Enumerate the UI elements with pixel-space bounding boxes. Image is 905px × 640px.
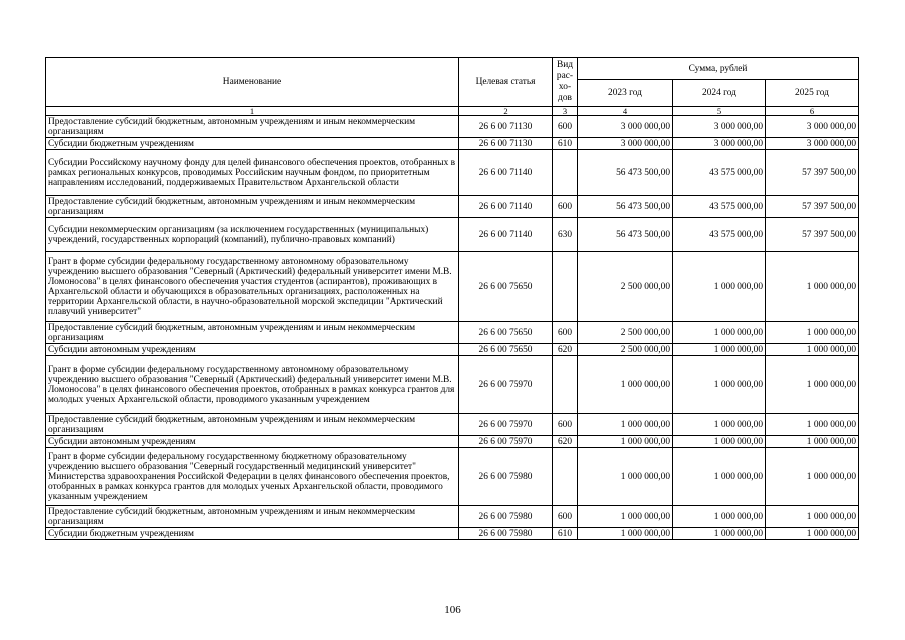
row-sum-2024: 1 000 000,00 [673, 448, 766, 506]
row-target-article: 26 6 00 75970 [459, 414, 553, 436]
header-sum: Сумма, рублей [578, 58, 859, 80]
row-expense-type: 600 [553, 414, 578, 436]
row-sum-2024: 1 000 000,00 [673, 436, 766, 448]
row-sum-2023: 2 500 000,00 [578, 322, 673, 344]
row-target-article: 26 6 00 71130 [459, 138, 553, 150]
budget-table [45, 57, 859, 540]
table-row [46, 196, 859, 218]
row-expense-type [553, 448, 578, 506]
row-expense-type: 620 [553, 344, 578, 356]
row-name: Предоставление субсидий бюджетным, автономным учреждениям и иным некоммерческим организациям [46, 196, 459, 218]
table-row [46, 506, 859, 528]
table-row [46, 322, 859, 344]
row-sum-2024: 3 000 000,00 [673, 138, 766, 150]
table-row [46, 252, 859, 322]
row-target-article: 26 6 00 71140 [459, 150, 553, 196]
row-target-article: 26 6 00 75650 [459, 252, 553, 322]
row-expense-type: 610 [553, 528, 578, 540]
table-row [46, 436, 859, 448]
row-target-article: 26 6 00 75970 [459, 356, 553, 414]
row-sum-2024: 43 575 000,00 [673, 196, 766, 218]
row-sum-2025: 1 000 000,00 [766, 356, 859, 414]
row-sum-2025: 57 397 500,00 [766, 196, 859, 218]
row-sum-2025: 1 000 000,00 [766, 322, 859, 344]
row-sum-2024: 1 000 000,00 [673, 322, 766, 344]
row-sum-2023: 2 500 000,00 [578, 344, 673, 356]
row-sum-2025: 1 000 000,00 [766, 528, 859, 540]
row-sum-2023: 1 000 000,00 [578, 528, 673, 540]
column-index: 1 [46, 107, 459, 116]
table-body [46, 116, 859, 540]
row-sum-2023: 56 473 500,00 [578, 196, 673, 218]
row-sum-2024: 1 000 000,00 [673, 252, 766, 322]
row-expense-type: 620 [553, 436, 578, 448]
row-sum-2023: 1 000 000,00 [578, 356, 673, 414]
row-expense-type [553, 150, 578, 196]
row-sum-2025: 57 397 500,00 [766, 150, 859, 196]
row-sum-2024: 43 575 000,00 [673, 150, 766, 196]
row-sum-2025: 1 000 000,00 [766, 436, 859, 448]
row-sum-2024: 43 575 000,00 [673, 218, 766, 252]
row-sum-2023: 3 000 000,00 [578, 116, 673, 138]
row-target-article: 26 6 00 71140 [459, 196, 553, 218]
row-name: Субсидии некоммерческим организациям (за исключением государственных (муниципальных) учреждений, государственных корпораций (компаний), публично-правовых компаний) [46, 218, 459, 252]
table-row [46, 138, 859, 150]
header-expense-type: Вид рас-хо-дов [553, 58, 578, 107]
row-expense-type: 630 [553, 218, 578, 252]
table-row [46, 218, 859, 252]
row-sum-2025: 3 000 000,00 [766, 138, 859, 150]
row-target-article: 26 6 00 71130 [459, 116, 553, 138]
column-index: 2 [459, 107, 553, 116]
row-name: Субсидии автономным учреждениям [46, 436, 459, 448]
row-sum-2025: 1 000 000,00 [766, 344, 859, 356]
row-expense-type [553, 356, 578, 414]
row-sum-2024: 1 000 000,00 [673, 528, 766, 540]
row-name: Предоставление субсидий бюджетным, автономным учреждениям и иным некоммерческим организациям [46, 116, 459, 138]
row-target-article: 26 6 00 75980 [459, 528, 553, 540]
row-sum-2025: 1 000 000,00 [766, 414, 859, 436]
row-sum-2025: 1 000 000,00 [766, 252, 859, 322]
row-sum-2025: 3 000 000,00 [766, 116, 859, 138]
row-sum-2024: 1 000 000,00 [673, 344, 766, 356]
row-expense-type: 600 [553, 196, 578, 218]
row-expense-type [553, 252, 578, 322]
header-year-2024: 2024 год [673, 80, 766, 107]
column-index: 3 [553, 107, 578, 116]
table-row [46, 414, 859, 436]
row-sum-2023: 3 000 000,00 [578, 138, 673, 150]
page-number: 106 [444, 604, 461, 616]
row-sum-2023: 1 000 000,00 [578, 436, 673, 448]
header-target-article: Целевая статья [459, 58, 553, 107]
row-target-article: 26 6 00 71140 [459, 218, 553, 252]
header-year-2023: 2023 год [578, 80, 673, 107]
table-row [46, 356, 859, 414]
row-name: Субсидии Российскому научному фонду для целей финансового обеспечения проектов, отобранных в рамках региональных конкурсов, проводимых Российским научным фондом, по приоритетным направлениям исследований, поддерживаемых Правительством Архангельской области [46, 150, 459, 196]
row-expense-type: 600 [553, 506, 578, 528]
row-expense-type: 600 [553, 116, 578, 138]
row-name: Предоставление субсидий бюджетным, автономным учреждениям и иным некоммерческим организациям [46, 506, 459, 528]
row-sum-2023: 1 000 000,00 [578, 506, 673, 528]
row-expense-type: 600 [553, 322, 578, 344]
column-index: 5 [673, 107, 766, 116]
row-sum-2024: 3 000 000,00 [673, 116, 766, 138]
row-target-article: 26 6 00 75980 [459, 448, 553, 506]
header-name: Наименование [46, 58, 459, 107]
row-sum-2023: 56 473 500,00 [578, 218, 673, 252]
column-index-row [46, 107, 859, 116]
row-sum-2023: 56 473 500,00 [578, 150, 673, 196]
row-name: Субсидии бюджетным учреждениям [46, 138, 459, 150]
row-sum-2025: 57 397 500,00 [766, 218, 859, 252]
row-name: Субсидии бюджетным учреждениям [46, 528, 459, 540]
row-target-article: 26 6 00 75980 [459, 506, 553, 528]
row-name: Предоставление субсидий бюджетным, автономным учреждениям и иным некоммерческим организациям [46, 414, 459, 436]
row-sum-2024: 1 000 000,00 [673, 356, 766, 414]
table-row [46, 116, 859, 138]
row-sum-2024: 1 000 000,00 [673, 506, 766, 528]
row-sum-2025: 1 000 000,00 [766, 506, 859, 528]
row-sum-2023: 1 000 000,00 [578, 414, 673, 436]
row-name: Предоставление субсидий бюджетным, автономным учреждениям и иным некоммерческим организациям [46, 322, 459, 344]
row-name: Субсидии автономным учреждениям [46, 344, 459, 356]
column-index: 6 [766, 107, 859, 116]
row-name: Грант в форме субсидии федеральному государственному бюджетному образовательному учреждению высшего образования "Северный государственный медицинский университет" Министерства здравоохранения Российской Федерации в целях финансового обеспечения проектов, отобранных в рамках конкурса грантов для молодых ученых Архангельской области, проводимого указанным учреждением [46, 448, 459, 506]
row-sum-2024: 1 000 000,00 [673, 414, 766, 436]
row-name: Грант в форме субсидии федеральному государственному автономному образовательному учреждению высшего образования "Северный (Арктический) федеральный университет имени М.В. Ломоносова" в целях финансового обеспечения проектов, отобранных в рамках конкурса грантов для молодых ученых Архангельской области, проводимого указанным учреждением [46, 356, 459, 414]
table-row [46, 448, 859, 506]
table-row [46, 150, 859, 196]
row-sum-2023: 1 000 000,00 [578, 448, 673, 506]
column-index: 4 [578, 107, 673, 116]
row-name: Грант в форме субсидии федеральному государственному автономному образовательному учреждению высшего образования "Северный (Арктический) федеральный университет имени М.В. Ломоносова" в целях финансового обеспечения участия студентов (аспирантов), проживающих в Архангельской области и обучающихся в образовательных организациях, расположенных на территории Архангельской области, в научно-образовательной морской экспедиции "Арктический плавучий университет" [46, 252, 459, 322]
table-row [46, 528, 859, 540]
row-target-article: 26 6 00 75970 [459, 436, 553, 448]
row-sum-2023: 2 500 000,00 [578, 252, 673, 322]
row-target-article: 26 6 00 75650 [459, 322, 553, 344]
row-expense-type: 610 [553, 138, 578, 150]
row-sum-2025: 1 000 000,00 [766, 448, 859, 506]
table-row [46, 344, 859, 356]
header-year-2025: 2025 год [766, 80, 859, 107]
row-target-article: 26 6 00 75650 [459, 344, 553, 356]
